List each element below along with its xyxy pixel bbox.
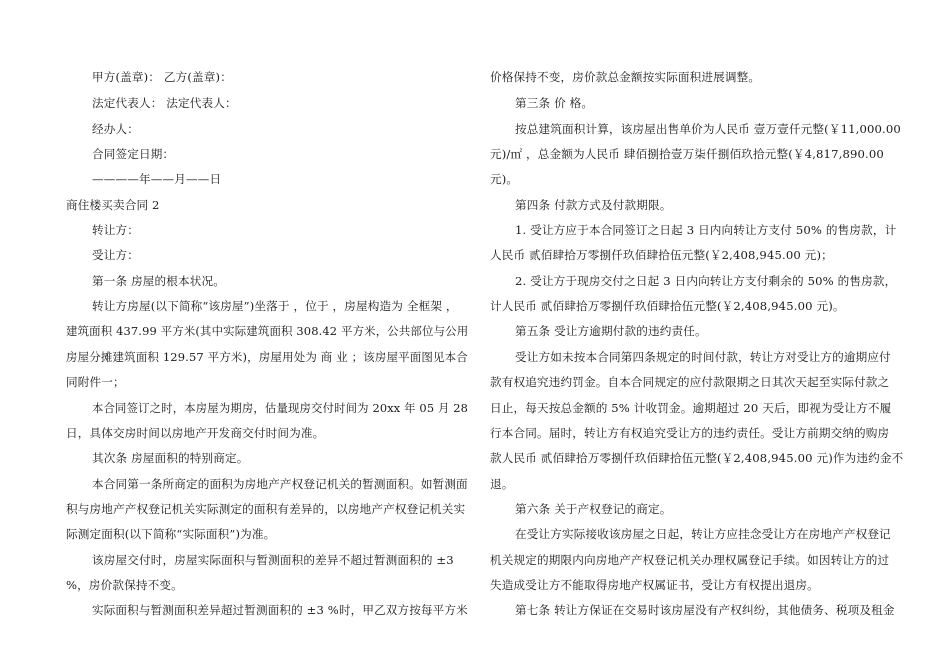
text-line: 元)。 xyxy=(490,172,519,186)
text-line: 际测定面积(以下简称“实际面积”)为准。 xyxy=(66,527,276,541)
text-line: 人民币 贰佰肆拾万零捌仟玖佰肆拾伍元整(￥2,408,945.00 元)； xyxy=(490,248,833,262)
article-4-heading: 第四条 付款方式及付款期限。 xyxy=(515,198,672,212)
text-line: 实际面积与暂测面积差异超过暂测面积的 ±3 %时，甲乙双方按每平方米 xyxy=(92,603,468,617)
text-line: 机关规定的期限内向房地产产权登记机关办理权属登记手续。如因转让方的过 xyxy=(490,553,890,567)
article-1-heading: 第一条 房屋的根本状况。 xyxy=(92,274,226,288)
agent-line: 经办人： xyxy=(92,122,139,136)
date-blank-line: ————年——月——日 xyxy=(92,172,222,186)
article-2-heading: 其次条 房屋面积的特别商定。 xyxy=(92,451,249,465)
text-line: 款人民币 贰佰肆拾万零捌仟玖佰肆拾伍元整(￥2,408,945.00 元)作为违约金不 xyxy=(490,451,904,465)
article-7-heading: 第七条 转让方保证在交易时该房屋没有产权纠纷，其他债务、税项及租金 xyxy=(515,603,895,617)
transferee-line: 受让方： xyxy=(92,248,139,262)
text-line: 款有权追究违约罚金。自本合同规定的应付款限期之日其次天起至实际付款之 xyxy=(490,375,890,389)
signing-date-line: 合同签定日期： xyxy=(92,147,175,161)
text-line: 计人民币 贰佰肆拾万零捌仟玖佰肆拾伍元整(￥2,408,945.00 元)。 xyxy=(490,299,845,313)
text-line: 同附件一； xyxy=(66,375,125,389)
article-3-heading: 第三条 价 格。 xyxy=(515,96,594,110)
text-line: 失造成受让方不能取得房地产权属证书，受让方有权提出退房。 xyxy=(490,578,819,592)
text-line: %，房价款保持不变。 xyxy=(66,578,183,592)
text-line: 2. 受让方于现房交付之日起 3 日内向转让方支付剩余的 50% 的售房款， xyxy=(515,274,897,288)
text-line: 本合同第一条所商定的面积为房地产产权登记机关的暂测面积。如暂测面 xyxy=(92,477,468,491)
legal-rep-line: 法定代表人： 法定代表人： xyxy=(92,96,237,110)
text-line: 价格保持不变，房价款总金额按实际面积进展调整。 xyxy=(490,70,761,84)
text-line: 房屋分摊建筑面积 129.57 平方米)，房屋用处为 商 业 ；该房屋平面图见本合 xyxy=(66,350,468,364)
contract-title: 商住楼买卖合同 2 xyxy=(66,198,160,212)
text-line: 建筑面积 437.99 平方米(其中实际建筑面积 308.42 平方米，公共部位与公用 xyxy=(66,324,469,338)
article-6-heading: 第六条 关于产权登记的商定。 xyxy=(515,502,672,516)
text-line: 本合同签订之时，本房屋为期房，估量现房交付时间为 20xx 年 05 月 28 xyxy=(92,401,469,415)
text-line: 日，具体交房时间以房地产开发商交付时间为准。 xyxy=(66,426,325,440)
text-line: 行本合同。届时，转让方有权追究受让方的违约责任。受让方前期交纳的购房 xyxy=(490,426,890,440)
transferor-line: 转让方： xyxy=(92,223,139,237)
text-line: 转让方房屋(以下简称“该房屋”)坐落于 ，位于 ，房屋构造为 全框架 ， xyxy=(92,299,458,313)
text-line: 积与房地产产权登记机关实际测定的面积有差异的，以房地产产权登记机关实 xyxy=(66,502,466,516)
text-line: 1. 受让方应于本合同签订之日起 3 日内向转让方支付 50% 的售房款，计 xyxy=(515,223,897,237)
text-line: 日止，每天按总金额的 5% 计收罚金。逾期超过 20 天后，即视为受让方不履 xyxy=(490,401,892,415)
signature-party-line: 甲方(盖章)： 乙方(盖章)： xyxy=(92,70,232,84)
text-line: 受让方如未按本合同第四条规定的时间付款，转让方对受让方的逾期应付 xyxy=(515,350,891,364)
text-line: 退。 xyxy=(490,477,514,491)
text-line: 元)/㎡ ，总金额为人民币 肆佰捌拾壹万柒仟捌佰玖拾元整(￥4,817,890.00 xyxy=(490,147,884,161)
text-line: 按总建筑面积计算，该房屋出售单价为人民币 壹万壹仟元整(￥11,000.00 xyxy=(515,122,901,136)
text-line: 在受让方实际接收该房屋之日起，转让方应挂念受让方在房地产产权登记 xyxy=(515,527,891,541)
article-5-heading: 第五条 受让方逾期付款的违约责任。 xyxy=(515,324,707,338)
text-line: 该房屋交付时，房屋实际面积与暂测面积的差异不超过暂测面积的 ±3 xyxy=(92,553,454,567)
